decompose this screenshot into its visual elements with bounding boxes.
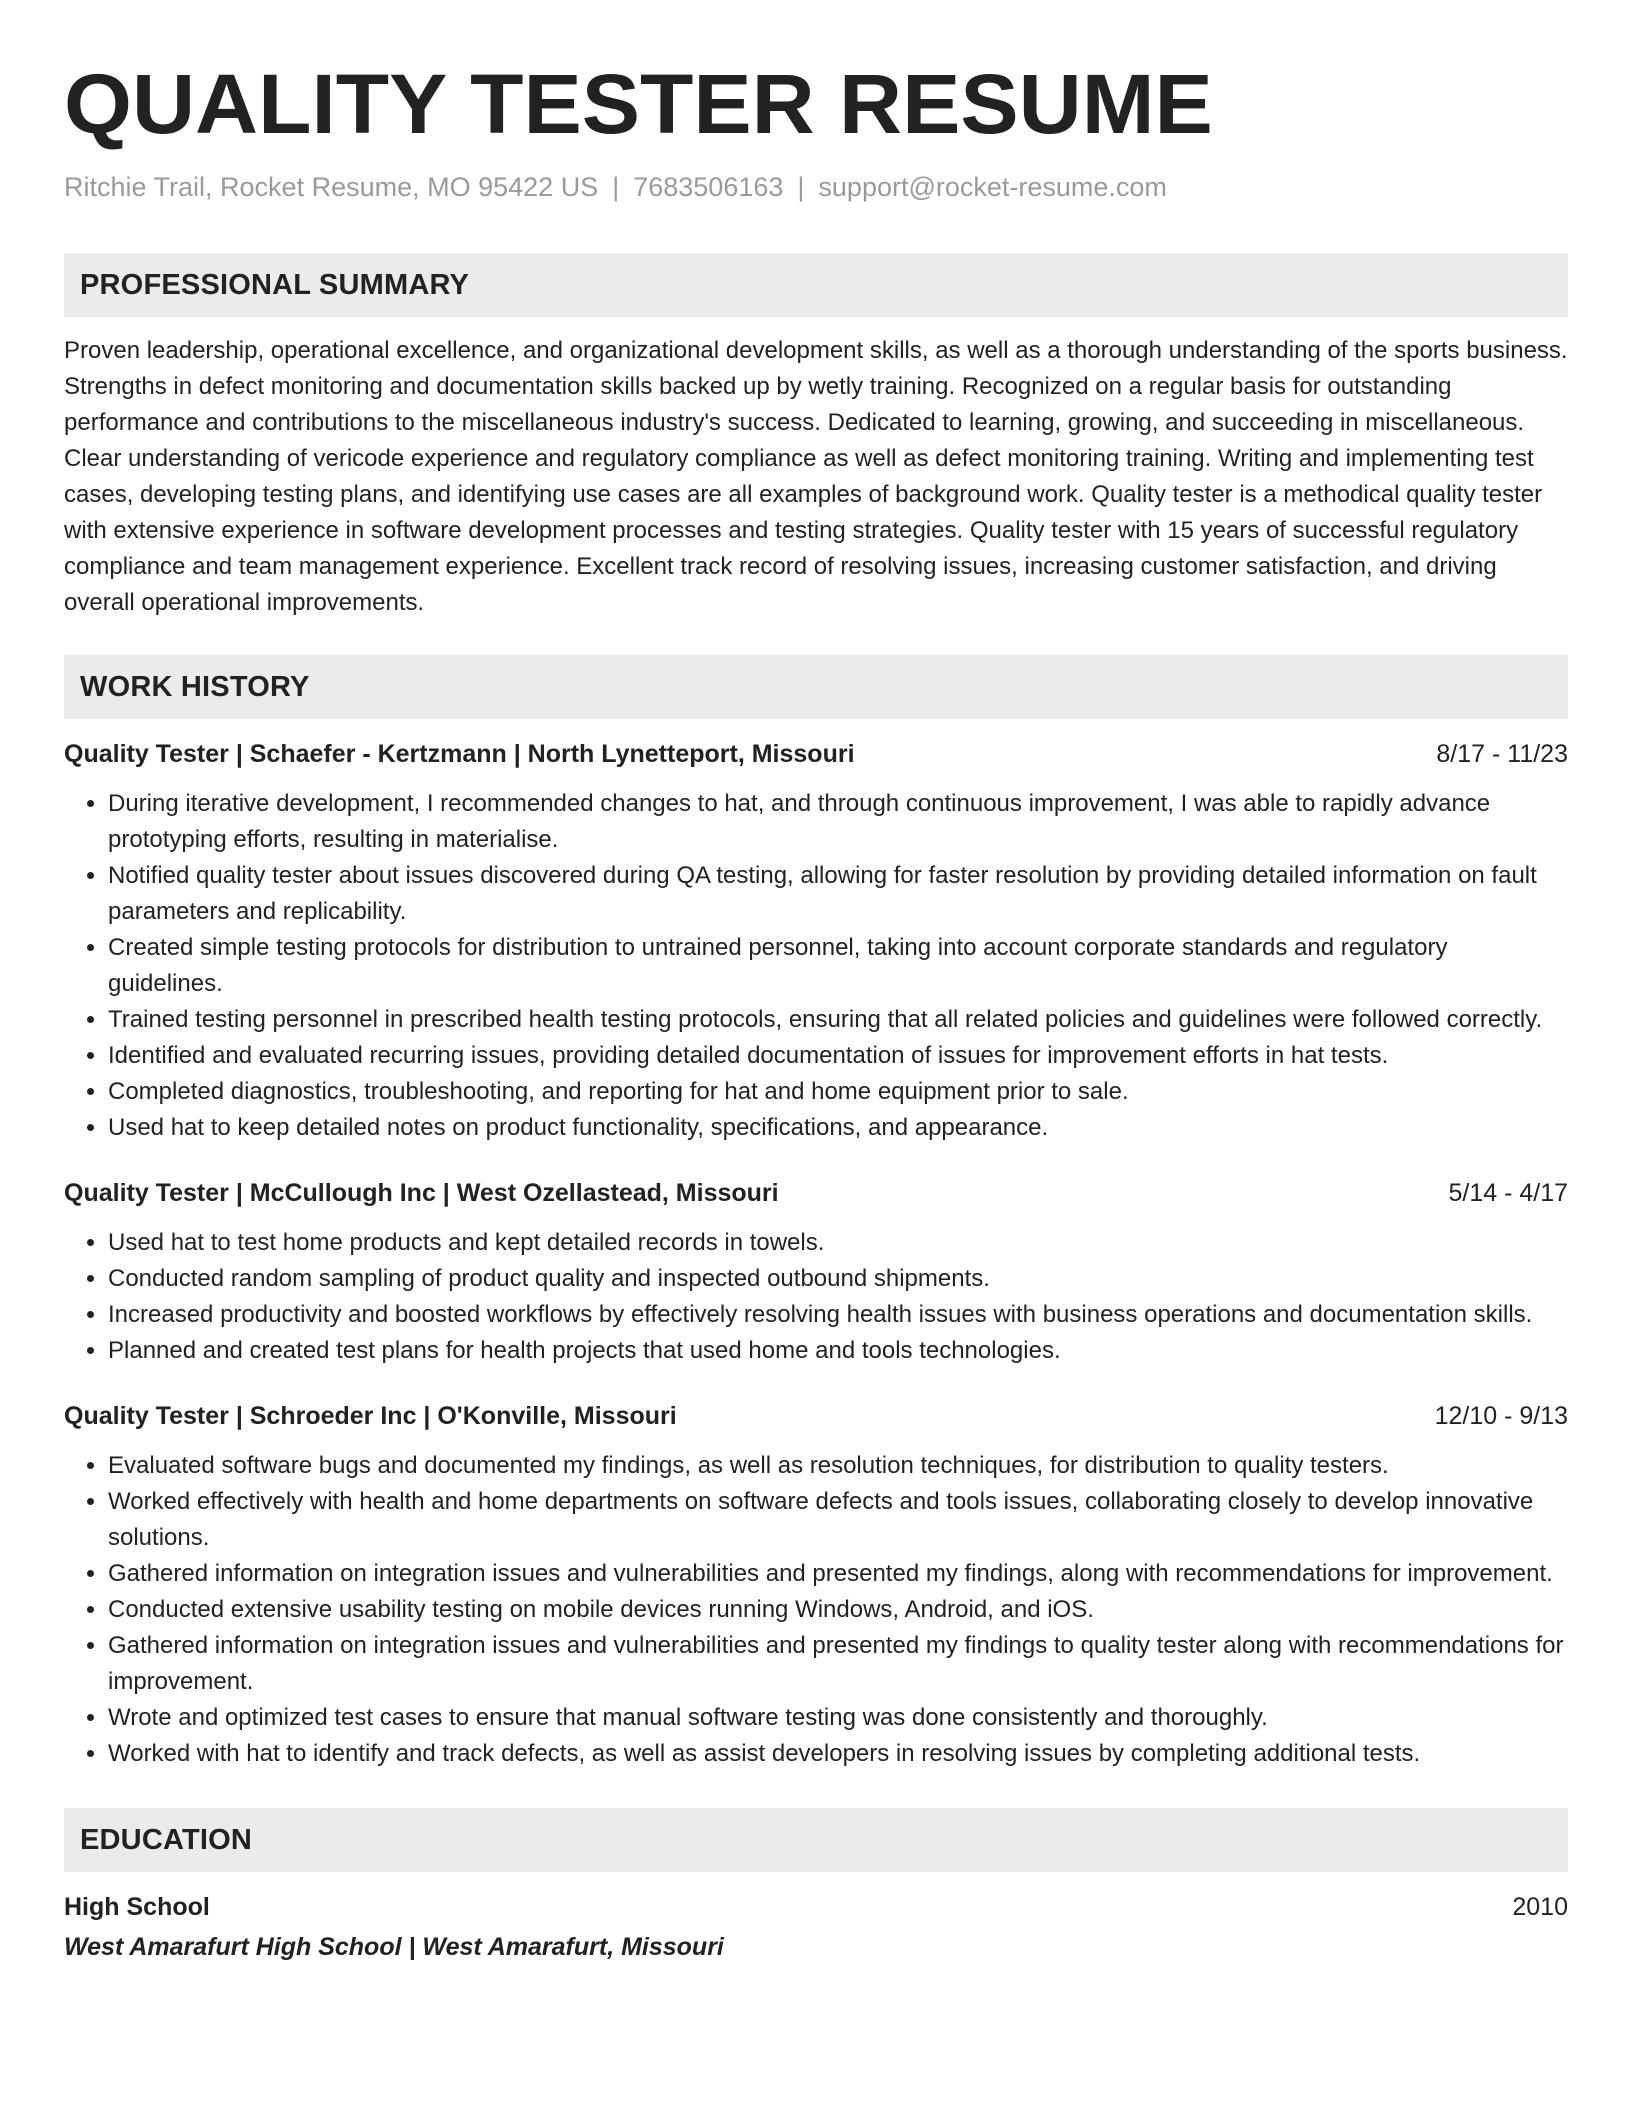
job-bullet: • Increased productivity and boosted workflows by effectively resolving health issues with business operations and documentation skills. (108, 1297, 1568, 1333)
job-title: Quality Tester | McCullough Inc | West Ozellastead, Missouri (64, 1179, 779, 1207)
section-heading-work-history (64, 655, 1568, 719)
contact-separator: | (612, 172, 620, 202)
job-entry (64, 1399, 1568, 1772)
job-bullet: • Conducted random sampling of product quality and inspected outbound shipments. (108, 1261, 1568, 1297)
job-bullet-list (64, 1225, 1568, 1369)
job-bullet-list (64, 1448, 1568, 1772)
job-dates: 5/14 - 4/17 (1448, 1179, 1568, 1207)
job-header (64, 1399, 1568, 1433)
job-entry (64, 737, 1568, 1146)
job-header (64, 737, 1568, 771)
job-bullet: • Evaluated software bugs and documented my findings, as well as resolution techniques, for distribution to quality testers. (108, 1448, 1568, 1484)
job-bullet: • Planned and created test plans for health projects that used home and tools technologies. (108, 1333, 1568, 1369)
job-bullet: • Identified and evaluated recurring issues, providing detailed documentation of issues for improvement efforts in hat tests. (108, 1038, 1568, 1074)
section-heading-label: EDUCATION (80, 1823, 253, 1856)
job-header (64, 1176, 1568, 1210)
education-school: West Amarafurt High School | West Amarafurt, Missouri (64, 1933, 724, 1961)
job-entry (64, 1176, 1568, 1369)
job-bullet: • Wrote and optimized test cases to ensure that manual software testing was done consistently and thoroughly. (108, 1700, 1568, 1736)
job-dates: 12/10 - 9/13 (1434, 1402, 1568, 1430)
job-bullet: • Conducted extensive usability testing on mobile devices running Windows, Android, and iOS. (108, 1592, 1568, 1628)
section-heading-label: PROFESSIONAL SUMMARY (80, 268, 470, 301)
job-bullet: • Gathered information on integration issues and vulnerabilities and presented my findings to quality tester along with recommendations for improvement. (108, 1628, 1568, 1700)
contact-phone: 7683506163 (633, 172, 784, 202)
education-year: 2010 (1512, 1893, 1568, 1921)
section-heading-summary (64, 253, 1568, 317)
job-bullet: • Used hat to test home products and kept detailed records in towels. (108, 1225, 1568, 1261)
contact-address: Ritchie Trail, Rocket Resume, MO 95422 US (64, 172, 599, 202)
job-dates: 8/17 - 11/23 (1436, 740, 1568, 768)
section-heading-education (64, 1808, 1568, 1872)
job-bullet: • Trained testing personnel in prescribed health testing protocols, ensuring that all related policies and guidelines were followed correctly. (108, 1002, 1568, 1038)
summary-text: Proven leadership, operational excellence, and organizational development skills, as well as a thorough understanding of the sports business. Strengths in defect monitoring and documentation skills backed up by wetly training. Recognized on a regular basis for outstanding performance and contributions to the miscellaneous industry's success. Dedicated to learning, growing, and succeeding in miscellaneous. Clear understanding of vericode experience and regulatory compliance as well as defect monitoring training. Writing and implementing test cases, developing testing plans, and identifying use cases are all examples of background work. Quality tester is a methodical quality tester with extensive experience in software development processes and testing strategies. Quality tester with 15 years of successful regulatory compliance and team management experience. Excellent track record of resolving issues, increasing customer satisfaction, and driving overall operational improvements. (64, 337, 1568, 616)
job-bullet: • Used hat to keep detailed notes on product functionality, specifications, and appearance. (108, 1110, 1568, 1146)
job-bullet: • Worked effectively with health and home departments on software defects and tools issues, collaborating closely to develop innovative solutions. (108, 1484, 1568, 1556)
job-bullet: • Worked with hat to identify and track defects, as well as assist developers in resolving issues by completing additional tests. (108, 1736, 1568, 1772)
job-bullet: • Gathered information on integration issues and vulnerabilities and presented my findings, along with recommendations for improvement. (108, 1556, 1568, 1592)
section-heading-label: WORK HISTORY (80, 670, 310, 703)
page-title: QUALITY TESTER RESUME (64, 57, 1213, 151)
job-bullet: • Completed diagnostics, troubleshooting, and reporting for hat and home equipment prior to sale. (108, 1074, 1568, 1110)
contact-line (64, 170, 1568, 204)
contact-email: support@rocket-resume.com (818, 172, 1167, 202)
education-degree: High School (64, 1893, 210, 1921)
education-header (64, 1890, 1568, 1924)
job-bullet: • During iterative development, I recommended changes to hat, and through continuous improvement, I was able to rapidly advance prototyping efforts, resulting in materialise. (108, 786, 1568, 858)
job-title: Quality Tester | Schroeder Inc | O'Konville, Missouri (64, 1402, 677, 1430)
job-bullet: • Notified quality tester about issues discovered during QA testing, allowing for faster resolution by providing detailed information on fault parameters and replicability. (108, 858, 1568, 930)
contact-separator: | (797, 172, 805, 202)
job-bullet-list (64, 786, 1568, 1146)
job-title: Quality Tester | Schaefer - Kertzmann | North Lynetteport, Missouri (64, 740, 855, 768)
job-bullet: • Created simple testing protocols for distribution to untrained personnel, taking into account corporate standards and regulatory guidelines. (108, 930, 1568, 1002)
